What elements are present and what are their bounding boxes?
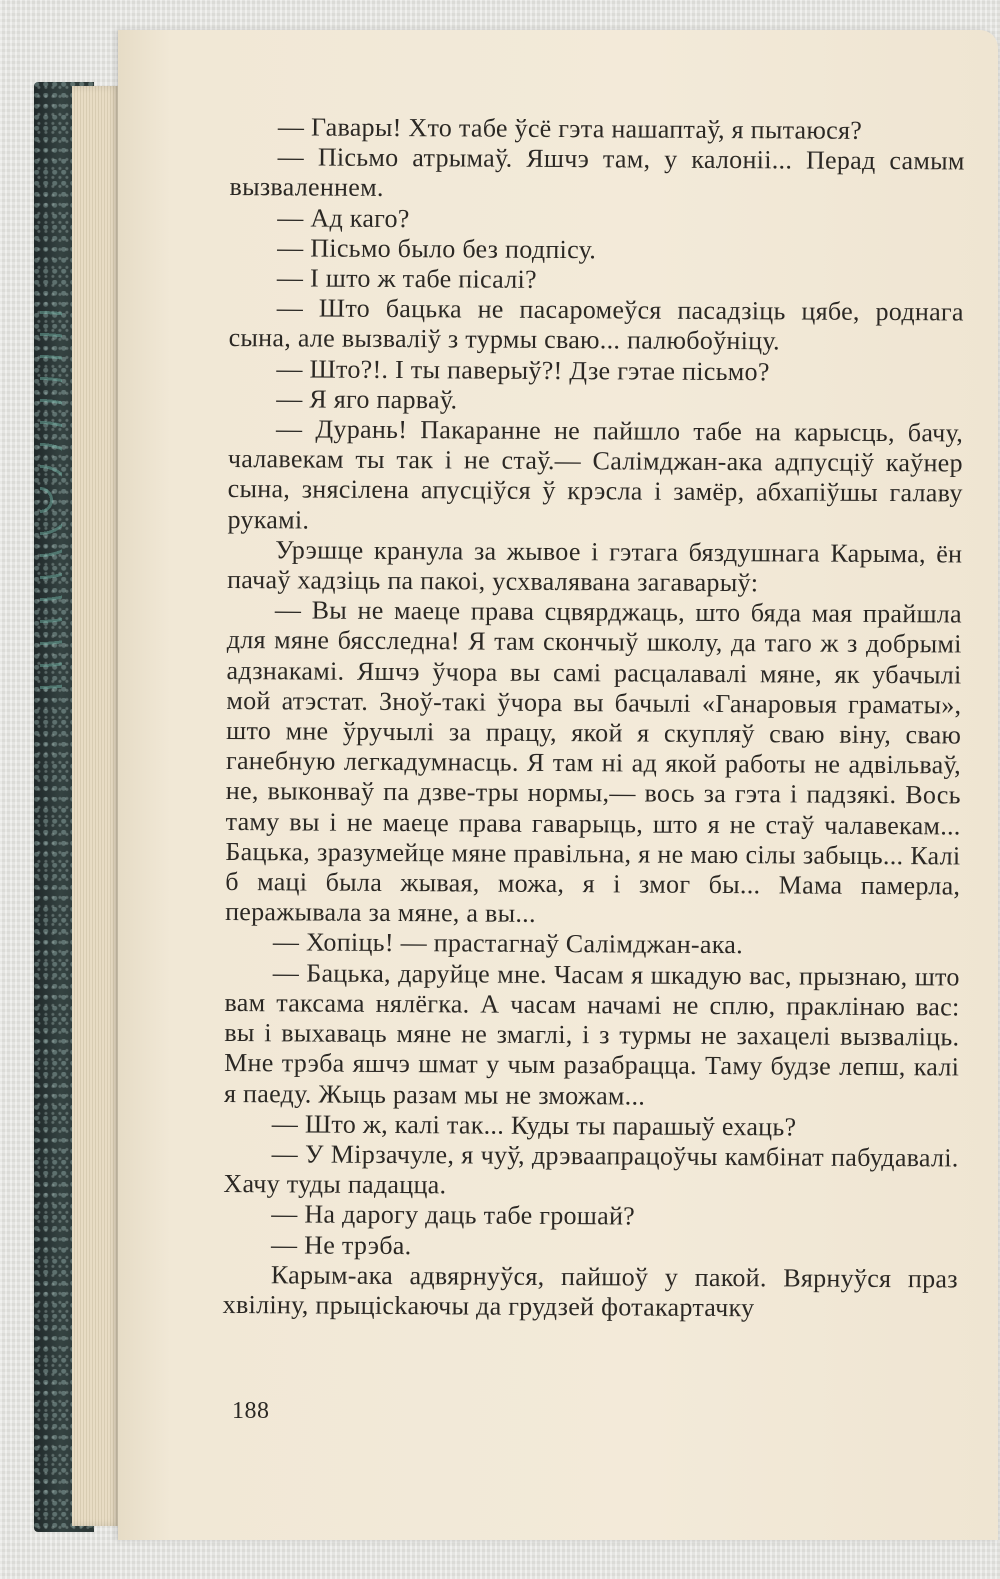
paragraph: — Што бацька не пасаромеўся пасадзіць цябе, роднага сына, але вызваліў з турмы сваю... палюбоўніцу.: [228, 293, 964, 356]
paragraph: — Што ж, калі так... Куды ты парашыў ехаць?: [271, 1108, 797, 1142]
page-edges: [72, 86, 122, 1526]
paragraph: — І што ж табе пісалі?: [276, 263, 537, 294]
paragraph: — Хопіць! — прастагнаў Салімджан-ака.: [272, 927, 744, 960]
paragraph: — Я яго парваў.: [276, 384, 458, 415]
paragraph: — Што?!. І ты паверыў?! Дзе гэтае пісьмо?: [276, 353, 770, 386]
paragraph: — Дурань! Пакаранне не пайшло табе на карысць, бачу, чалавекам ты так і не стаў.— Салімджан-ака адпусціў каўнер сына, знясілена апусціўся ў крэсла і замёр, абхапіўшы галаву рукамі.: [227, 414, 964, 535]
paragraph: — Пісьмо было без подпісу.: [277, 233, 597, 265]
paragraph: — Пісьмо атрымаў. Яшчэ там, у калоніі... Перад самым вызваленнем.: [229, 142, 965, 203]
page-number: 188: [232, 1398, 270, 1424]
paragraph: — Гавары! Хто табе ўсё гэта нашаптаў, я пытаюся?: [277, 112, 863, 145]
paragraph: — На дарогу даць табе грошай?: [271, 1199, 636, 1231]
paragraph: — Бацька, даруйце мне. Часам я шкадую вас, прызнаю, што вам таксама нялёгка. А часам начамі не сплю, праклінаю вас: вы і выхаваць мяне не змаглі, і з турмы не захацелі вызваліць. Мне трэба яшчэ шмат у чым разабрацца. Таму будзе лепш, калі я паеду. Жыць разам мы не зможам...: [223, 957, 960, 1111]
paragraph: — Ад каго?: [277, 202, 410, 233]
page-text: [223, 112, 965, 1325]
cover-ornament: [40, 300, 62, 700]
paragraph: — У Мірзачуле, я чуў, дрэваапрацоўчы камбінат пабудавалі. Хачу туды падацца.: [223, 1139, 959, 1200]
paragraph: — Вы не маеце права сцвярджаць, што бяда мая прайшла для мяне бясследна! Я там скончыў школу, да таго ж з добрымі адзнакамі. Яшчэ ўчора вы самі расцалавалі мяне, як убачылі мой атэстат. Зноў-такі ўчора вы бачылі «Ганаровыя граматы», што мне ўручылі за працу, якой я скупляў сваю віну, сваю ганебную легкадумнасць. Я там ні ад якой работы не адвільваў, не, выконваў па дзве-тры нормы,— вось за гэта і падзякі. Вось таму вы і не маеце права гаварыць, што я не стаў чалавекам... Бацька, зразумейце мяне правільна, я не маю сілы забыць... Калі б маці была жывая, можа, я і змог бы... Мама памерла, перажывала за мяне, а вы...: [225, 595, 963, 929]
paragraph: — Не трэба.: [270, 1229, 412, 1260]
paragraph: Карым-ака адвярнуўся, пайшоў у пакой. Вярнуўся праз хвіліну, прыцісkаючы да грудзей фотакартачку: [222, 1259, 958, 1323]
paragraph: Урэшце кранула за жывое і гэтага бяздушнага Карыма, ён пачаў хадзіць па пакоі, усхвалявана загаварыў:: [227, 535, 963, 598]
